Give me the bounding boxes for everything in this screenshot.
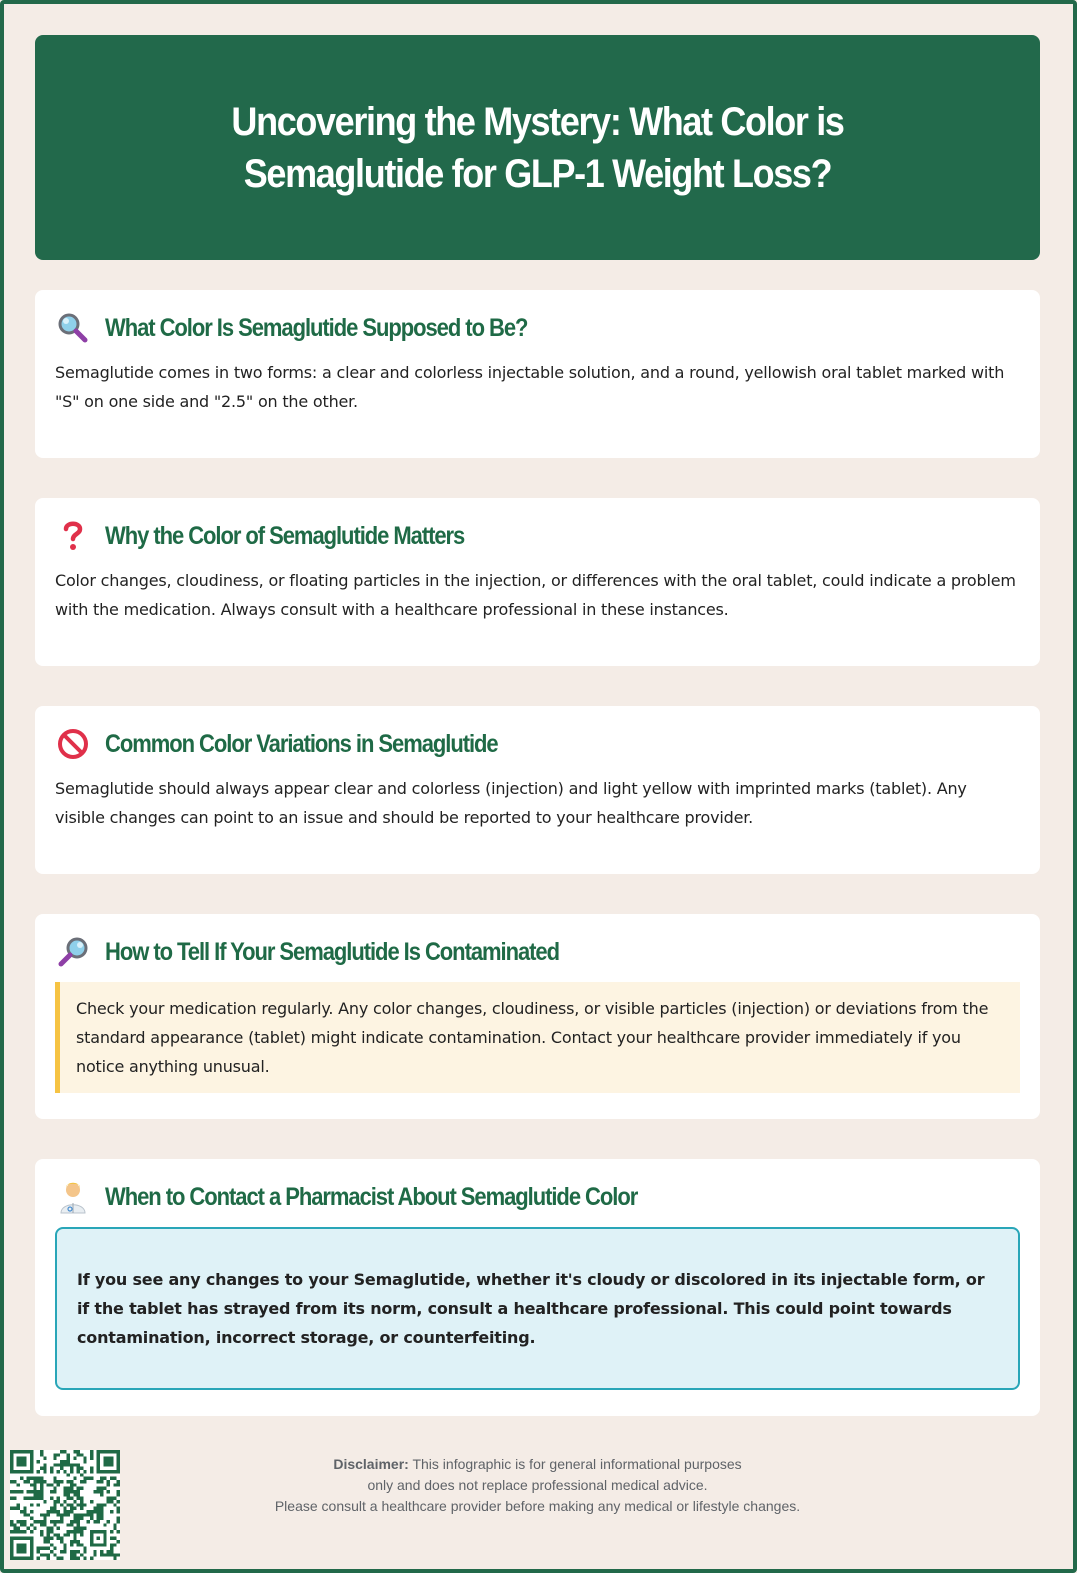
magnifying-glass-right-icon bbox=[55, 936, 91, 968]
section-card-color-variations bbox=[35, 706, 1040, 874]
section-body: If you see any changes to your Semaglutide, whether it's cloudy or discolored in its injectable form, or if the tablet has strayed from its norm, consult a healthcare professional. This could point towards contamination, incorrect storage, or counterfeiting. bbox=[77, 1270, 985, 1347]
section-title: Common Color Variations in Semaglutide bbox=[105, 729, 498, 758]
disclaimer-line-1: This infographic is for general informational purposes bbox=[412, 1456, 742, 1472]
section-body: Check your medication regularly. Any color changes, cloudiness, or visible particles (injection) or deviations from the standard appearance (tablet) might indicate contamination. Contact your healthcare provider immediately if you notice anything unusual. bbox=[76, 999, 989, 1076]
info-callout bbox=[55, 1227, 1020, 1390]
disclaimer-label: Disclaimer: bbox=[333, 1456, 409, 1472]
health-worker-icon bbox=[55, 1181, 91, 1213]
section-card-contact-pharmacist bbox=[35, 1159, 1040, 1416]
section-body: Semaglutide should always appear clear and colorless (injection) and light yellow with imprinted marks (tablet). Any visible changes can point to an issue and should be reported to your healthcare provider. bbox=[55, 779, 967, 827]
question-mark-icon bbox=[55, 520, 91, 552]
section-heading bbox=[55, 520, 1020, 552]
warning-callout bbox=[55, 982, 1020, 1093]
section-title: When to Contact a Pharmacist About Semaglutide Color bbox=[105, 1182, 638, 1211]
section-card-why-matters bbox=[35, 498, 1040, 666]
page-footer bbox=[0, 1450, 1077, 1560]
disclaimer bbox=[200, 1454, 875, 1517]
section-body: Color changes, cloudiness, or floating particles in the injection, or differences with the oral tablet, could indicate a problem with the medication. Always consult with a healthcare professional in these instances. bbox=[55, 571, 1016, 619]
page-title: Uncovering the Mystery: What Color is Semaglutide for GLP-1 Weight Loss? bbox=[231, 99, 844, 196]
section-heading bbox=[55, 1181, 1020, 1213]
section-card-what-color bbox=[35, 290, 1040, 458]
section-title: Why the Color of Semaglutide Matters bbox=[105, 521, 465, 550]
magnifying-glass-left-icon bbox=[55, 312, 91, 344]
section-heading bbox=[55, 936, 1020, 968]
section-heading bbox=[55, 312, 1020, 344]
section-heading bbox=[55, 728, 1020, 760]
section-title: What Color Is Semaglutide Supposed to Be? bbox=[105, 313, 528, 342]
section-title: How to Tell If Your Semaglutide Is Contaminated bbox=[105, 937, 559, 966]
disclaimer-line-3: Please consult a healthcare provider before making any medical or lifestyle changes. bbox=[274, 1498, 801, 1514]
section-body: Semaglutide comes in two forms: a clear and colorless injectable solution, and a round, yellowish oral tablet marked with "S" on one side and "2.5" on the other. bbox=[55, 363, 1005, 411]
page-header bbox=[35, 35, 1040, 260]
section-card-contaminated bbox=[35, 914, 1040, 1119]
qr-code[interactable] bbox=[10, 1450, 120, 1560]
prohibited-icon bbox=[55, 728, 91, 760]
disclaimer-line-2: only and does not replace professional medical advice. bbox=[367, 1477, 708, 1493]
